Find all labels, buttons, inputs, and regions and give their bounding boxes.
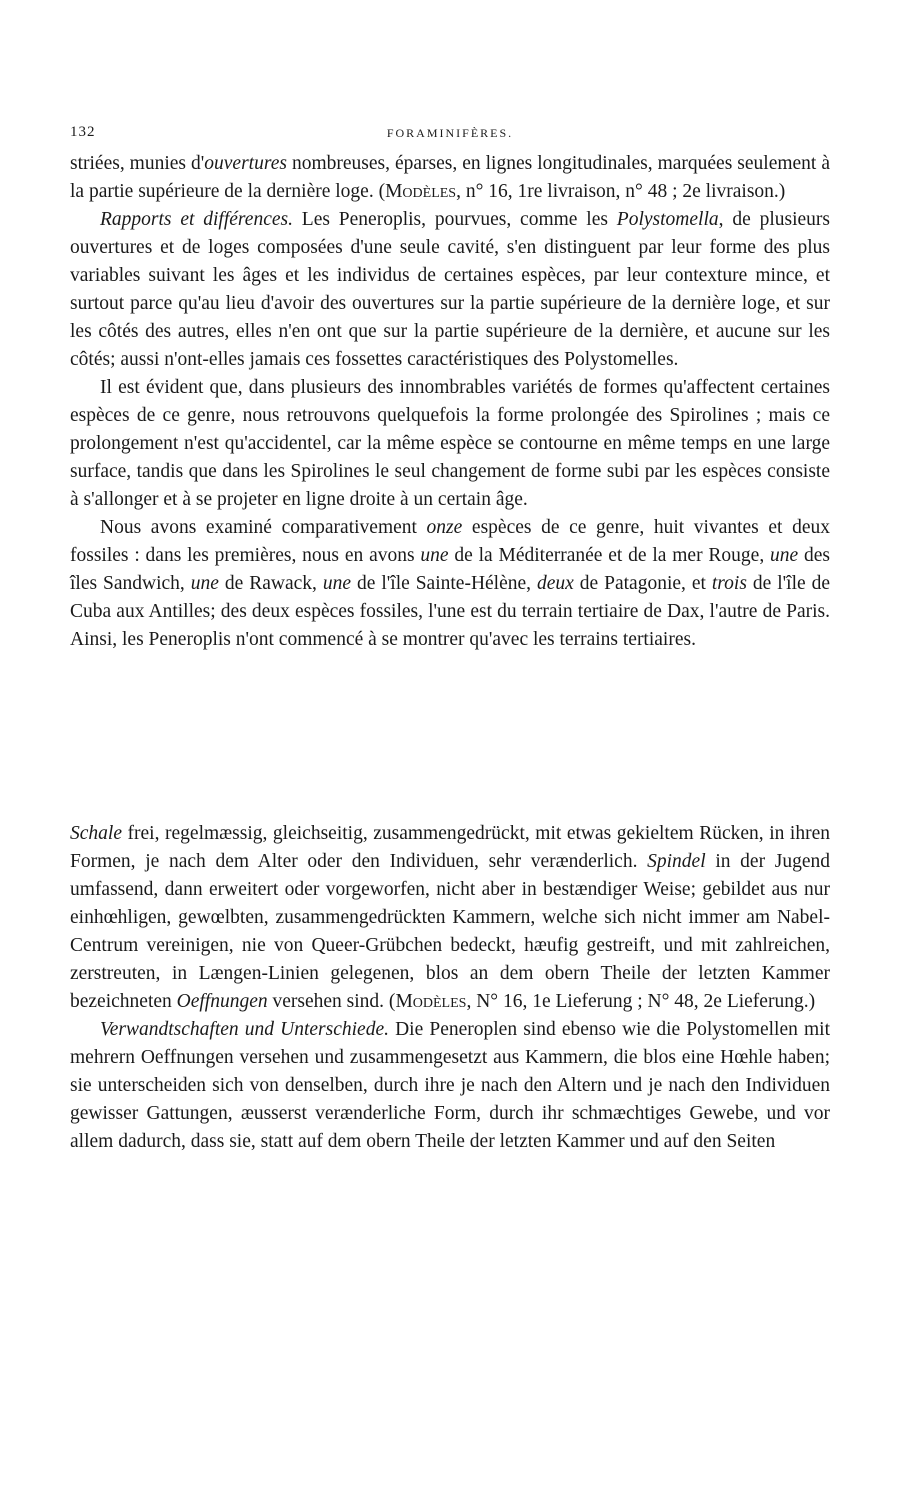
text-run: espèces de ce genre, huit vivantes et deux fossiles : dans les premières, nous en avons <box>70 517 830 566</box>
paragraph-fr-3 <box>70 374 830 514</box>
text-run: , n° 16, 1re livraison, n° 48 ; 2e livraison.) <box>456 181 786 202</box>
text-run: in der Jugend umfassend, dann erweitert oder vorgeworfen, nicht aber in bestændiger Weise; gebildet aus nur einhœhligen, gewœlbten, zusammengedrückten Kammern, welche sich nicht immer am Nabel-Centrum vereinigen, nie von Queer-Grübchen bedeckt, hæufig gestreift, und mit zahlreichen, zerstreuten, in Længen-Linien gelegenen, blos an dem obern Theile der letzten Kammer bezeichneten <box>70 851 830 1012</box>
running-title: FORAMINIFÈRES. <box>386 126 514 140</box>
section-heading: Verwandtschaften und Unterschiede. <box>100 1019 389 1040</box>
italic-term: ouvertures <box>204 153 287 174</box>
italic-term: Oeffnungen <box>176 991 268 1012</box>
italic-word: trois <box>711 573 747 594</box>
paragraph-fr-4 <box>70 514 830 654</box>
italic-word: une <box>420 545 449 566</box>
text-run: Die Peneroplen sind ebenso wie die Polystomellen mit mehrern Oeffnungen versehen und zusammengesetzt aus Kammern, die blos eine Hœhle haben; sie unterscheiden sich von denselben, durch ihre je nach den Altern und je nach den Individuen gewisser Gattungen, æusserst verænderliche Form, durch ihr schmæchtiges Gewebe, und vor allem dadurch, dass sie, statt auf dem obern Theile der letzten Kammer und auf den Seiten <box>70 1019 830 1152</box>
text-run: des îles Sandwich, <box>70 545 830 594</box>
text-run: Il est évident que, dans plusieurs des innombrables variétés de formes qu'affectent certaines espèces de ce genre, nous retrouvons quelquefois la forme prolongée des Spirolines ; mais ce prolongement n'est qu'accidentel, car la même espèce se contourne en même temps en une large surface, tandis que dans les Spirolines le seul changement de forme subi par les espèces consiste à s'allonger et à se projeter en ligne droite à un certain âge. <box>70 377 830 510</box>
paragraph-de-1 <box>70 820 830 1016</box>
small-caps-reference: Modèles <box>395 991 467 1012</box>
italic-word: onze <box>426 517 463 538</box>
text-run: , de plusieurs ouvertures et de loges composées d'une seule cavité, s'en distinguent par leur forme des plus variables suivant les âges et les individus de certaines espèces, par leur contexture mince, et surtout parce qu'au lieu d'avoir des ouvertures sur la partie supérieure de la dernière loge, et sur les côtés des autres, elles n'en ont que sur la partie supérieure de la dernière, et aucune sur les côtés; aussi n'ont-elles jamais ces fossettes caractéristiques des Polystomelles. <box>70 209 830 370</box>
text-run: striées, munies d' <box>70 153 205 174</box>
text-run: de l'île Sainte-Hélène, <box>351 573 537 594</box>
paragraph-de-2 <box>70 1016 830 1156</box>
section-heading: Rapports et différences. <box>100 209 293 230</box>
italic-word: une <box>190 573 219 594</box>
text-run: de Patagonie, et <box>573 573 712 594</box>
italic-word: une <box>770 545 799 566</box>
text-run: Les Peneroplis, pourvues, comme les <box>292 209 617 230</box>
running-head <box>70 124 830 144</box>
text-run: frei, regelmæssig, gleichseitig, zusammengedrückt, mit etwas gekieltem Rücken, in ihren Formen, je nach dem Alter oder den Individuen, sehr verænderlich. <box>70 823 830 872</box>
italic-word: une <box>322 573 352 594</box>
text-run: Nous avons examiné comparativement <box>100 517 427 538</box>
paragraph-fr-2 <box>70 206 830 374</box>
text-run: de l'île de Cuba aux Antilles; des deux espèces fossiles, l'une est du terrain tertiaire de Dax, l'autre de Paris. Ainsi, les Peneroplis n'ont commencé à se montrer qu'avec les terrains tertiaires. <box>70 573 831 650</box>
german-text <box>70 820 830 1156</box>
text-run: de la Méditerranée et de la mer Rouge, <box>448 545 771 566</box>
text-run: , N° 16, 1e Lieferung ; N° 48, 2e Lieferung.) <box>466 991 816 1012</box>
small-caps-reference: Modèles <box>385 181 457 202</box>
text-run: versehen sind. ( <box>267 991 396 1012</box>
page-number: 132 <box>70 124 96 140</box>
french-text <box>70 150 830 654</box>
italic-word: deux <box>537 573 574 594</box>
italic-genus: Polystomella <box>616 209 719 230</box>
paragraph-fr-1 <box>70 150 830 206</box>
text-run: de Rawack, <box>218 573 323 594</box>
text-run: nombreuses, éparses, en lignes longitudinales, marquées seulement à la partie supérieure de la dernière loge. ( <box>70 153 830 202</box>
italic-term: Spindel <box>647 851 706 872</box>
italic-term: Schale <box>70 823 122 844</box>
